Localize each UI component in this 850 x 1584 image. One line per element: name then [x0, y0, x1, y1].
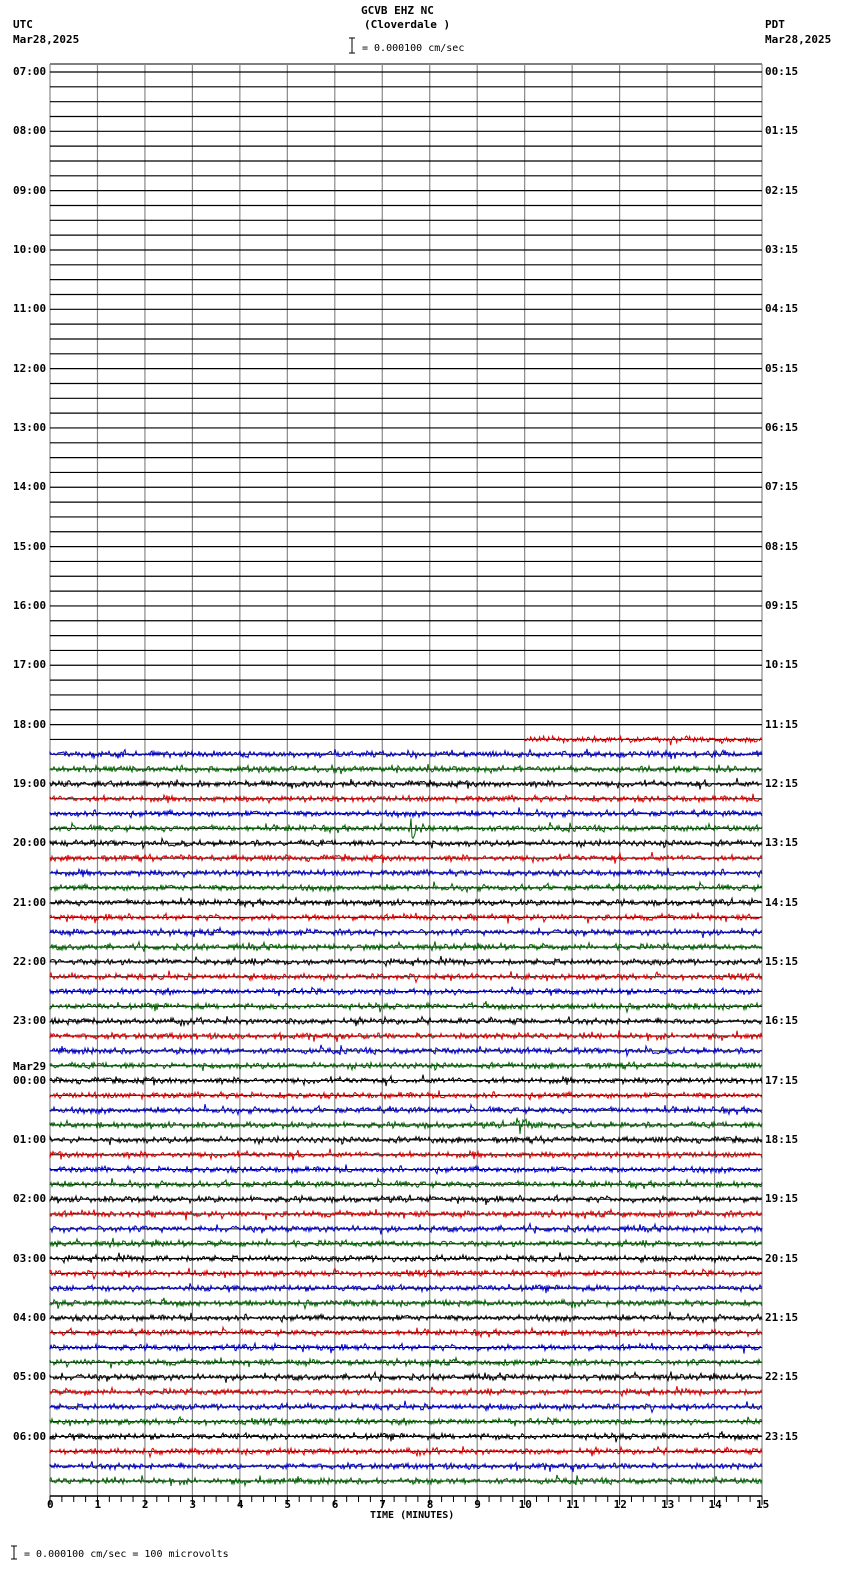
pdt-time-label: 10:15 [765, 658, 799, 672]
pdt-time-label: 02:15 [765, 183, 799, 197]
right-timezone: PDT [765, 18, 785, 31]
x-tick-label: 10 [518, 1498, 532, 1511]
pdt-time-label: 06:15 [765, 420, 799, 434]
x-tick-label: 6 [331, 1498, 339, 1511]
utc-time-label: 03:00 [13, 1251, 47, 1265]
utc-time-label: 16:00 [13, 598, 47, 612]
utc-time-label: 01:00 [13, 1132, 47, 1146]
pdt-time-label: 20:15 [765, 1251, 799, 1265]
pdt-time-label: 04:15 [765, 302, 799, 316]
station-location: (Cloverdale ) [364, 18, 451, 31]
pdt-time-label: 21:15 [765, 1310, 799, 1324]
utc-time-label: 07:00 [13, 65, 47, 78]
utc-time-label: 00:00 [13, 1073, 47, 1087]
station-title: GCVB EHZ NC [361, 4, 434, 17]
x-tick-label: 1 [94, 1498, 102, 1511]
utc-time-label: 11:00 [13, 302, 47, 316]
pdt-time-label: 11:15 [765, 717, 799, 731]
pdt-time-label: 05:15 [765, 361, 799, 375]
x-tick-label: 13 [661, 1498, 675, 1511]
pdt-time-label: 01:15 [765, 124, 799, 138]
x-tick-label: 14 [708, 1498, 722, 1511]
utc-time-label: 23:00 [13, 1014, 47, 1028]
x-tick-label: 11 [566, 1498, 580, 1511]
pdt-time-label: 16:15 [765, 1014, 799, 1028]
x-tick-label: 7 [379, 1498, 386, 1511]
utc-time-label: 20:00 [13, 836, 47, 850]
x-axis-title: TIME (MINUTES) [370, 1510, 455, 1521]
footer-scale-legend: = 0.000100 cm/sec = 100 microvolts [24, 1549, 229, 1560]
utc-time-label: 04:00 [13, 1310, 47, 1324]
utc-time-label: 22:00 [13, 954, 47, 968]
utc-time-label: 19:00 [13, 776, 47, 790]
scale-legend: = 0.000100 cm/sec [362, 43, 465, 54]
utc-time-label: 12:00 [13, 361, 47, 375]
left-timezone: UTC [13, 18, 33, 31]
pdt-time-label: 00:15 [765, 65, 799, 78]
pdt-time-label: 14:15 [765, 895, 799, 909]
x-tick-label: 9 [474, 1498, 481, 1511]
x-tick-label: 3 [189, 1498, 197, 1511]
x-tick-label: 15 [756, 1498, 770, 1511]
pdt-time-label: 15:15 [765, 954, 799, 968]
pdt-time-label: 07:15 [765, 480, 799, 494]
pdt-time-label: 12:15 [765, 776, 799, 790]
utc-time-label: 06:00 [13, 1429, 47, 1443]
right-date: Mar28,2025 [765, 33, 832, 46]
utc-time-label: 08:00 [13, 124, 47, 138]
utc-time-label: 05:00 [13, 1370, 47, 1384]
left-date: Mar28,2025 [13, 33, 80, 46]
pdt-time-label: 18:15 [765, 1132, 799, 1146]
utc-time-label: 14:00 [13, 480, 47, 494]
x-tick-label: 4 [236, 1498, 244, 1511]
utc-time-label: 02:00 [13, 1192, 47, 1206]
x-tick-label: 2 [141, 1498, 149, 1511]
pdt-time-label: 19:15 [765, 1192, 799, 1206]
pdt-time-label: 17:15 [765, 1073, 799, 1087]
utc-time-label: 21:00 [13, 895, 47, 909]
pdt-time-label: 08:15 [765, 539, 799, 553]
utc-time-label: 18:00 [13, 717, 47, 731]
pdt-time-label: 23:15 [765, 1429, 799, 1443]
pdt-time-label: 13:15 [765, 836, 799, 850]
utc-time-label: 17:00 [13, 658, 47, 672]
pdt-time-label: 09:15 [765, 598, 799, 612]
utc-time-label: 09:00 [13, 183, 47, 197]
date-change-label: Mar29 [13, 1059, 47, 1073]
x-tick-label: 5 [284, 1498, 291, 1511]
pdt-time-label: 03:15 [765, 242, 799, 256]
pdt-time-label: 22:15 [765, 1370, 799, 1384]
x-tick-label: 0 [47, 1498, 54, 1511]
x-tick-label: 12 [613, 1498, 627, 1511]
utc-time-label: 10:00 [13, 242, 47, 256]
utc-time-label: 13:00 [13, 420, 47, 434]
x-tick-label: 8 [426, 1498, 434, 1511]
utc-time-label: 15:00 [13, 539, 47, 553]
